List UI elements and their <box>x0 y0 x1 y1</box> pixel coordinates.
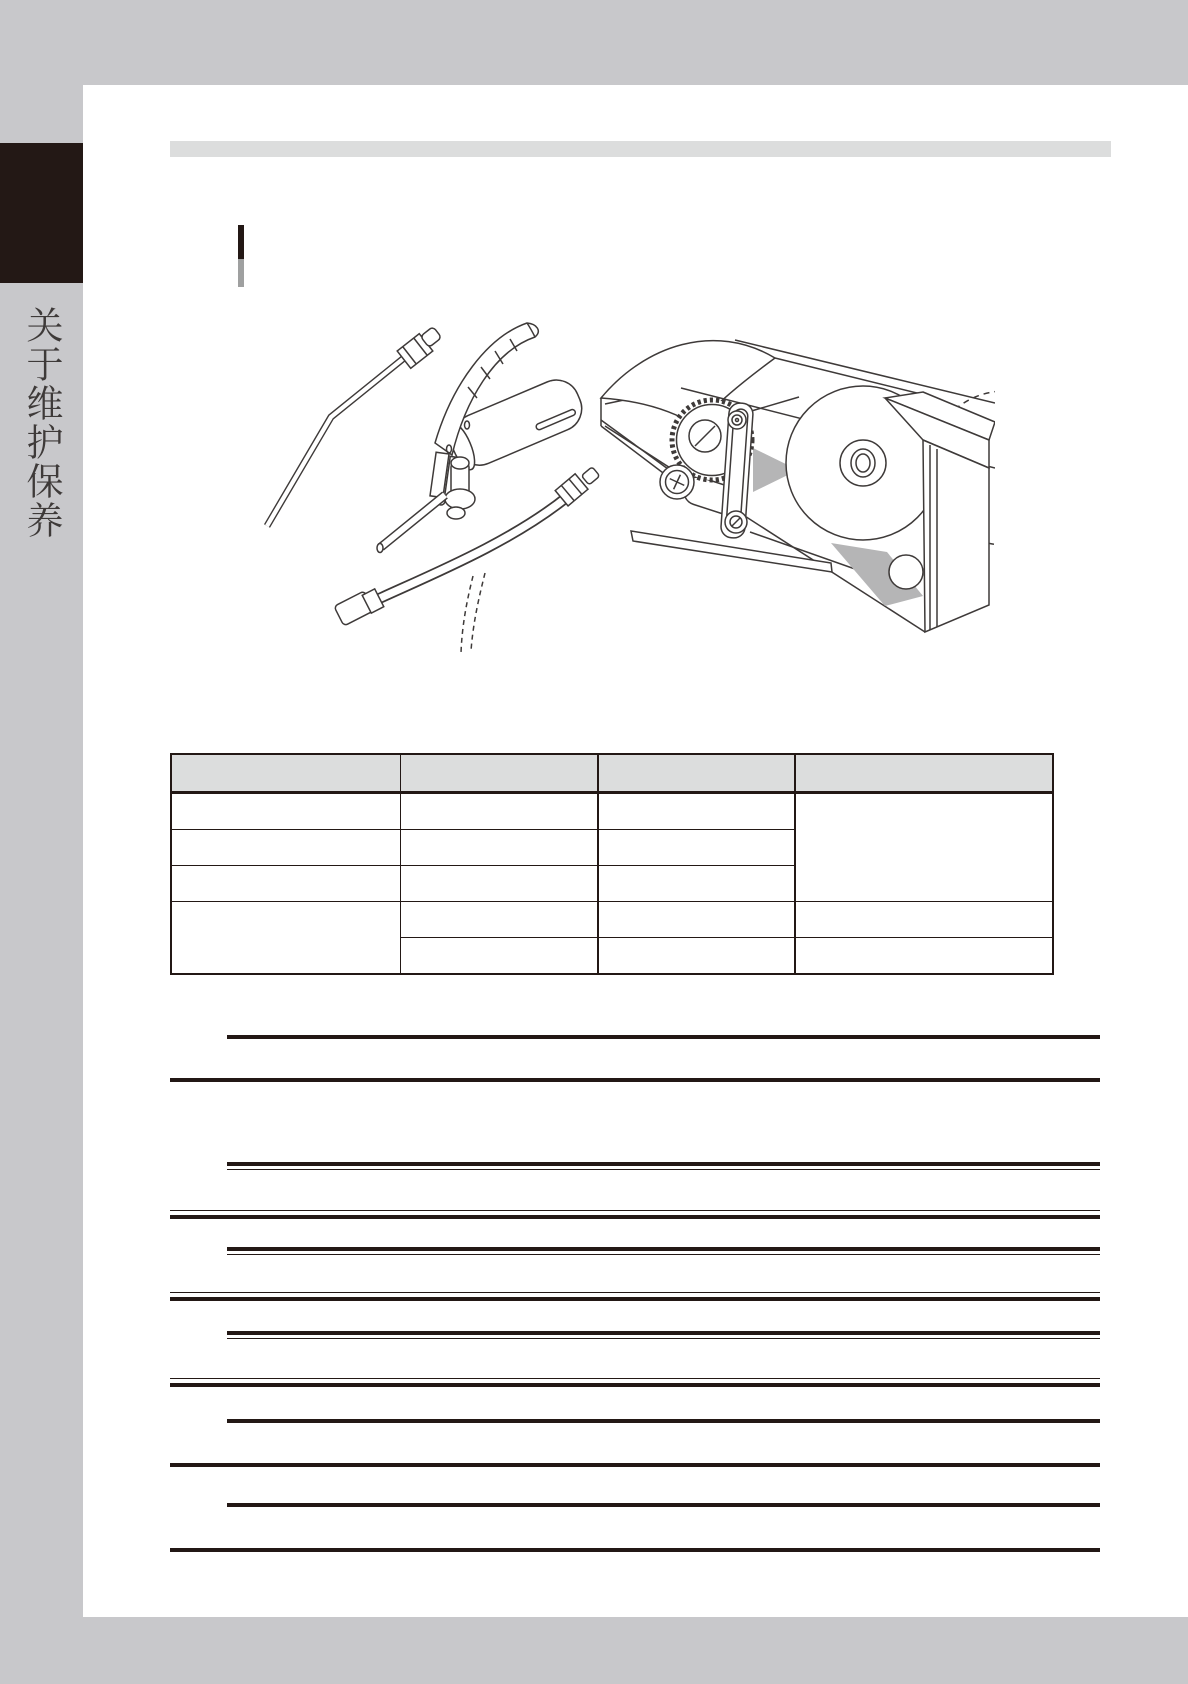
roller-assembly-illustration <box>585 300 995 640</box>
table-cell <box>795 938 1053 975</box>
maintenance-table <box>170 753 1054 975</box>
chapter-tab-black <box>0 143 83 283</box>
grease-gun-illustration <box>205 285 605 655</box>
section-marker-light <box>238 259 244 287</box>
table-row <box>171 902 1053 938</box>
table-header-cell <box>598 754 795 793</box>
table-cell <box>400 830 598 866</box>
top-margin-strip <box>0 0 1188 85</box>
sidebar-vertical-title: 关于维护保养 <box>21 306 62 540</box>
table-cell <box>598 830 795 866</box>
section-marker-dark <box>238 225 244 259</box>
section-header-bar <box>170 141 1111 157</box>
table-cell <box>400 902 598 938</box>
table-header-row <box>171 754 1053 793</box>
table-cell <box>598 793 795 830</box>
table-cell <box>400 866 598 902</box>
table-header-cell <box>400 754 598 793</box>
table-cell <box>171 866 400 902</box>
table-cell-merged <box>795 793 1053 902</box>
table-header-cell <box>795 754 1053 793</box>
table-cell <box>400 938 598 975</box>
table-cell <box>171 793 400 830</box>
table-cell <box>598 902 795 938</box>
table-cell <box>598 866 795 902</box>
table-cell <box>171 830 400 866</box>
table-header-cell <box>171 754 400 793</box>
table-cell <box>795 902 1053 938</box>
table-cell <box>598 938 795 975</box>
table-cell <box>400 793 598 830</box>
table-row <box>171 793 1053 830</box>
table-cell-merged <box>171 902 400 975</box>
footer-strip <box>0 1617 1188 1684</box>
